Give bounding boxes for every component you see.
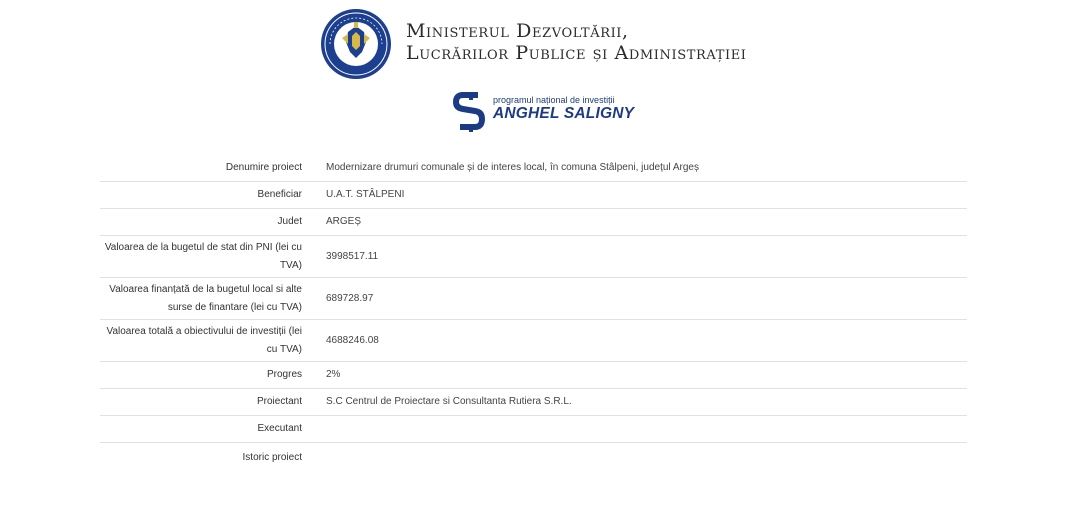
page-header <box>0 0 1068 150</box>
table-row <box>100 443 967 473</box>
table-row <box>100 320 967 362</box>
row-value: 2% <box>326 369 341 380</box>
row-label: Proiectant <box>256 396 302 407</box>
government-seal-icon <box>320 8 392 80</box>
row-value: S.C Centrul de Proiectare si Consultanta Rutiera S.R.L. <box>326 396 572 407</box>
row-value: 689728.97 <box>326 292 374 304</box>
row-label: Beneficiar <box>257 189 302 200</box>
row-value: Modernizare drumuri comunale și de interes local, în comuna Stâlpeni, județul Argeș <box>326 162 699 173</box>
table-row <box>100 209 967 236</box>
row-value: 4688246.08 <box>326 334 379 346</box>
row-label: Denumire proiect <box>225 162 302 173</box>
program-title: ANGHEL SALIGNY <box>493 105 635 122</box>
table-row <box>100 236 967 278</box>
program-logo-icon <box>453 92 489 132</box>
program-logo <box>453 92 643 134</box>
row-value: 3998517.11 <box>326 250 379 262</box>
table-row <box>100 278 967 320</box>
ministry-line-1: Ministerul Dezvoltării, <box>406 20 629 42</box>
table-row <box>100 155 967 182</box>
table-row <box>100 362 967 389</box>
row-label: Valoarea de la bugetul de stat din PNI (lei cu TVA) <box>104 241 302 271</box>
table-row <box>100 416 967 443</box>
table-row <box>100 182 967 209</box>
row-value: U.A.T. STÂLPENI <box>326 189 405 200</box>
row-label: Valoarea totală a obiectivului de investiții (lei cu TVA) <box>106 325 302 355</box>
program-subtitle: programul național de investiții <box>493 95 615 105</box>
project-details-table <box>100 155 967 473</box>
ministry-line-2: Lucrărilor Publice și Administrației <box>406 42 747 64</box>
row-label: Executant <box>257 423 302 434</box>
ministry-name <box>406 20 747 64</box>
table-row <box>100 389 967 416</box>
row-label: Progres <box>266 369 302 380</box>
row-value: ARGEȘ <box>326 216 362 227</box>
row-label: Istoric proiect <box>242 452 302 463</box>
row-label: Valoarea finanțată de la bugetul local si alte surse de finantare (lei cu TVA) <box>109 283 302 313</box>
row-label: Judet <box>277 216 302 227</box>
